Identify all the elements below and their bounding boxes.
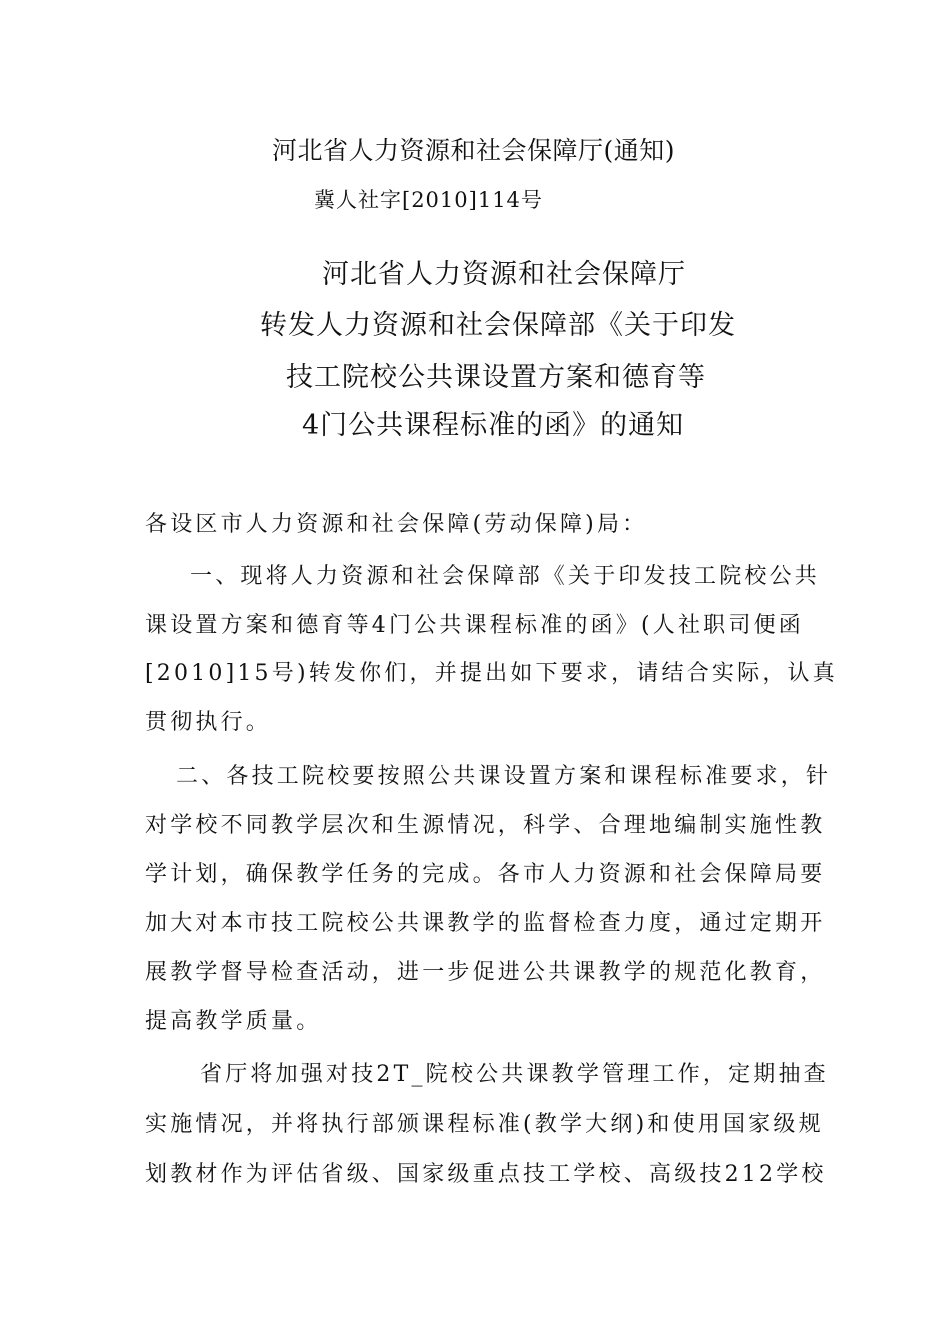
title-line-4: 4门公共课程标准的函》的通知 bbox=[302, 410, 685, 441]
paragraph-line: 展教学督导检查活动，进一步促进公共课教学的规范化教育， bbox=[145, 960, 826, 985]
paragraph-line: 学计划，确保教学任务的完成。各市人力资源和社会保障局要 bbox=[145, 862, 826, 887]
paragraph-line: 课设置方案和德育等4门公共课程标准的函》(人社职司便函 bbox=[145, 613, 804, 638]
paragraph-line: 一、现将人力资源和社会保障部《关于印发技工院校公共 bbox=[190, 564, 821, 589]
paragraph-line: 划教材作为评估省级、国家级重点技工学校、高级技212学校 bbox=[145, 1162, 827, 1187]
paragraph-line: 实施情况，并将执行部颁课程标准(教学大纲)和使用国家级规 bbox=[145, 1112, 824, 1137]
paragraph-line: 对学校不同教学层次和生源情况，科学、合理地编制实施性教 bbox=[145, 813, 826, 838]
paragraph-line: 加大对本市技工院校公共课教学的监督检查力度，通过定期开 bbox=[145, 911, 826, 936]
title-line-2: 转发人力资源和社会保障部《关于印发 bbox=[260, 310, 736, 341]
paragraph-line: 二、各技工院校要按照公共课设置方案和课程标准要求，针 bbox=[176, 764, 832, 789]
paragraph-line: 提高教学质量。 bbox=[145, 1009, 322, 1034]
paragraph-line: 省厅将加强对技2T_院校公共课教学管理工作，定期抽查 bbox=[200, 1062, 829, 1087]
paragraph-line: 贯彻执行。 bbox=[145, 710, 272, 735]
title-line-3: 技工院校公共课设置方案和德育等 bbox=[286, 362, 706, 393]
paragraph-line: [2010]15号)转发你们，并提出如下要求，请结合实际，认真 bbox=[145, 661, 838, 686]
header-title: 河北省人力资源和社会保障厅(通知) bbox=[272, 136, 676, 165]
salutation: 各设区市人力资源和社会保障(劳动保障)局： bbox=[145, 512, 648, 537]
document-number: 冀人社字[2010]114号 bbox=[314, 188, 543, 212]
title-line-1: 河北省人力资源和社会保障厅 bbox=[322, 259, 686, 290]
